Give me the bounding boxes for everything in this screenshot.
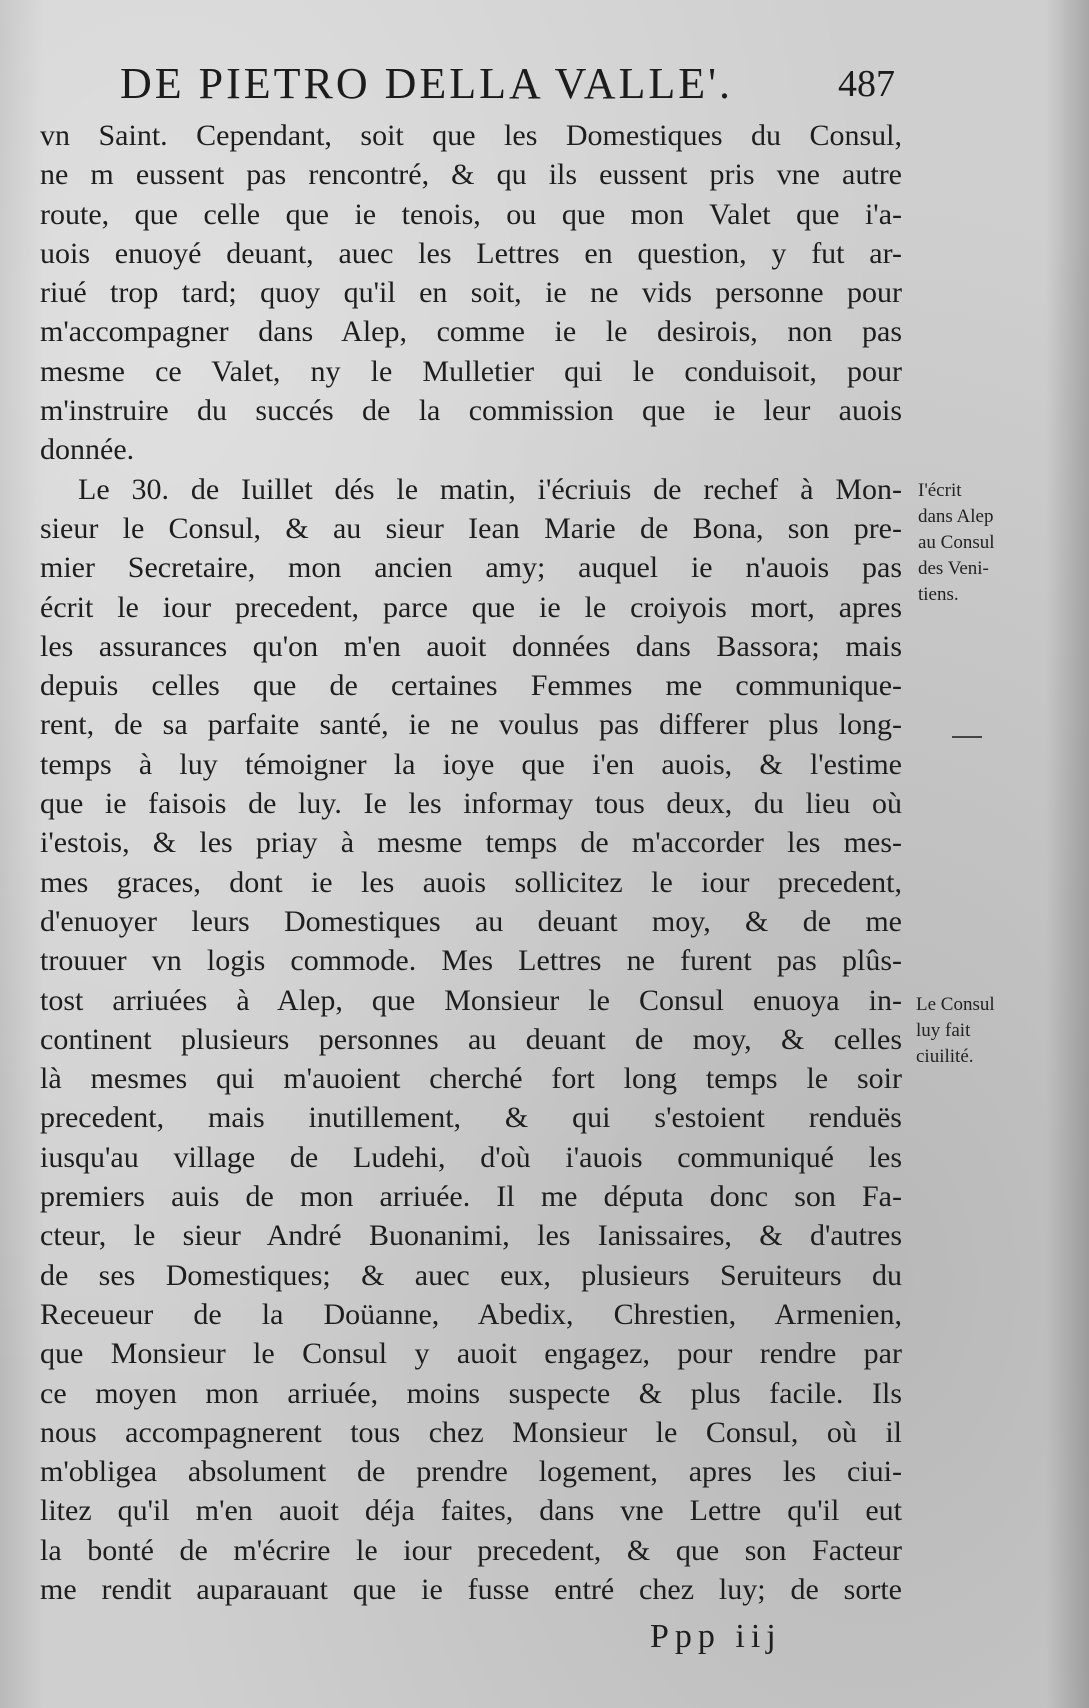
margin-note-ecrit [918, 478, 995, 608]
margin-note-line: luy fait [916, 1020, 971, 1041]
text-line: continent plusieurs personnes au deuant de moy, & celles [40, 1022, 902, 1056]
running-title: DE PIETRO DELLA VALLE'. [120, 59, 734, 108]
text-line: ce moyen mon arriuée, moins suspecte & plus facile. Ils [40, 1376, 902, 1410]
margin-note-line: des Veni- [918, 558, 989, 579]
text-line: de ses Domestiques; & auec eux, plusieurs Seruiteurs du [40, 1258, 902, 1292]
margin-note-line: Le Consul [916, 994, 995, 1015]
signature-mark: Ppp iij [650, 1618, 782, 1655]
main-text-block [40, 116, 902, 1609]
margin-note-line: I'écrit [918, 480, 962, 501]
text-line: riué trop tard; quoy qu'il en soit, ie ne vids personne pour [40, 276, 902, 310]
text-line: mesme ce Valet, ny le Mulletier qui le conduisoit, pour [40, 354, 902, 388]
text-line: temps à luy témoigner la ioye que i'en auois, & l'estime [40, 747, 902, 781]
text-line: d'enuoyer leurs Domestiques au deuant moy, & de me [40, 904, 902, 938]
margin-note-line: ciuilité. [916, 1046, 974, 1067]
text-line: la bonté de m'écrire le iour precedent, & que son Facteur [40, 1533, 902, 1567]
text-line: premiers auis de mon arriuée. Il me députa donc son Fa- [40, 1180, 902, 1214]
margin-note-line: tiens. [918, 584, 959, 605]
text-line: depuis celles que de certaines Femmes me communique- [40, 669, 902, 703]
text-line: que Monsieur le Consul y auoit engagez, pour rendre par [40, 1337, 902, 1371]
text-line: uois enuoyé deuant, auec les Lettres en question, y fut ar- [40, 236, 902, 270]
text-line: trouuer vn logis commode. Mes Lettres ne furent pas plûs- [40, 944, 902, 978]
text-line: que ie faisois de luy. Ie les informay tous deux, du lieu où [40, 787, 902, 821]
text-line: route, que celle que ie tenois, ou que mon Valet que i'a- [40, 197, 902, 231]
text-line: là mesmes qui m'auoient cherché fort long temps le soir [40, 1062, 902, 1096]
text-line: nous accompagnerent tous chez Monsieur le Consul, où il [40, 1415, 902, 1449]
text-line: cteur, le sieur André Buonanimi, les Ianissaires, & d'autres [40, 1219, 902, 1253]
text-line: m'accompagner dans Alep, comme ie le desirois, non pas [40, 315, 902, 349]
text-line: vn Saint. Cependant, soit que les Domestiques du Consul, [40, 119, 902, 152]
paragraph-end-line: donnée. [40, 433, 135, 467]
page-number: 487 [838, 63, 895, 105]
text-line: sieur le Consul, & au sieur Iean Marie de Bona, son pre- [40, 511, 902, 545]
text-line: litez qu'il m'en auoit déja faites, dans vne Lettre qu'il eut [40, 1494, 902, 1528]
text-line: écrit le iour precedent, parce que ie le croiyois mort, apres [40, 590, 902, 624]
text-line: m'instruire du succés de la commission que ie leur auois [40, 394, 902, 428]
text-line: les assurances qu'on m'en auoit données dans Bassora; mais [40, 629, 902, 663]
text-line: rent, de sa parfaite santé, ie ne voulus pas differer plus long- [40, 708, 902, 742]
text-line: precedent, mais inutillement, & qui s'estoient renduës [40, 1101, 902, 1135]
margin-note-line: au Consul [918, 532, 995, 553]
text-line: ne m eussent pas rencontré, & qu ils eussent pris vne autre [40, 158, 902, 192]
margin-divider [952, 736, 982, 738]
text-line: i'estois, & les priay à mesme temps de m'accorder les mes- [40, 826, 902, 860]
paragraph-start-line: Le 30. de Iuillet dés le matin, i'écriuis de rechef à Mon- [78, 472, 902, 506]
text-line: iusqu'au village de Ludehi, d'où i'auois communiqué les [40, 1140, 902, 1174]
margin-note-consul [916, 992, 995, 1070]
text-line: mes graces, dont ie les auois sollicitez le iour precedent, [40, 865, 902, 899]
text-line: Receueur de la Doüanne, Abedix, Chrestien, Armenien, [40, 1297, 902, 1331]
text-line: tost arriuées à Alep, que Monsieur le Consul enuoya in- [40, 983, 902, 1017]
text-line: me rendit auparauant que ie fusse entré chez luy; de sorte [40, 1572, 902, 1606]
text-line: m'obligea absolument de prendre logement, apres les ciui- [40, 1455, 902, 1489]
text-line: mier Secretaire, mon ancien amy; auquel ie n'auois pas [40, 551, 902, 585]
margin-note-line: dans Alep [918, 506, 994, 527]
